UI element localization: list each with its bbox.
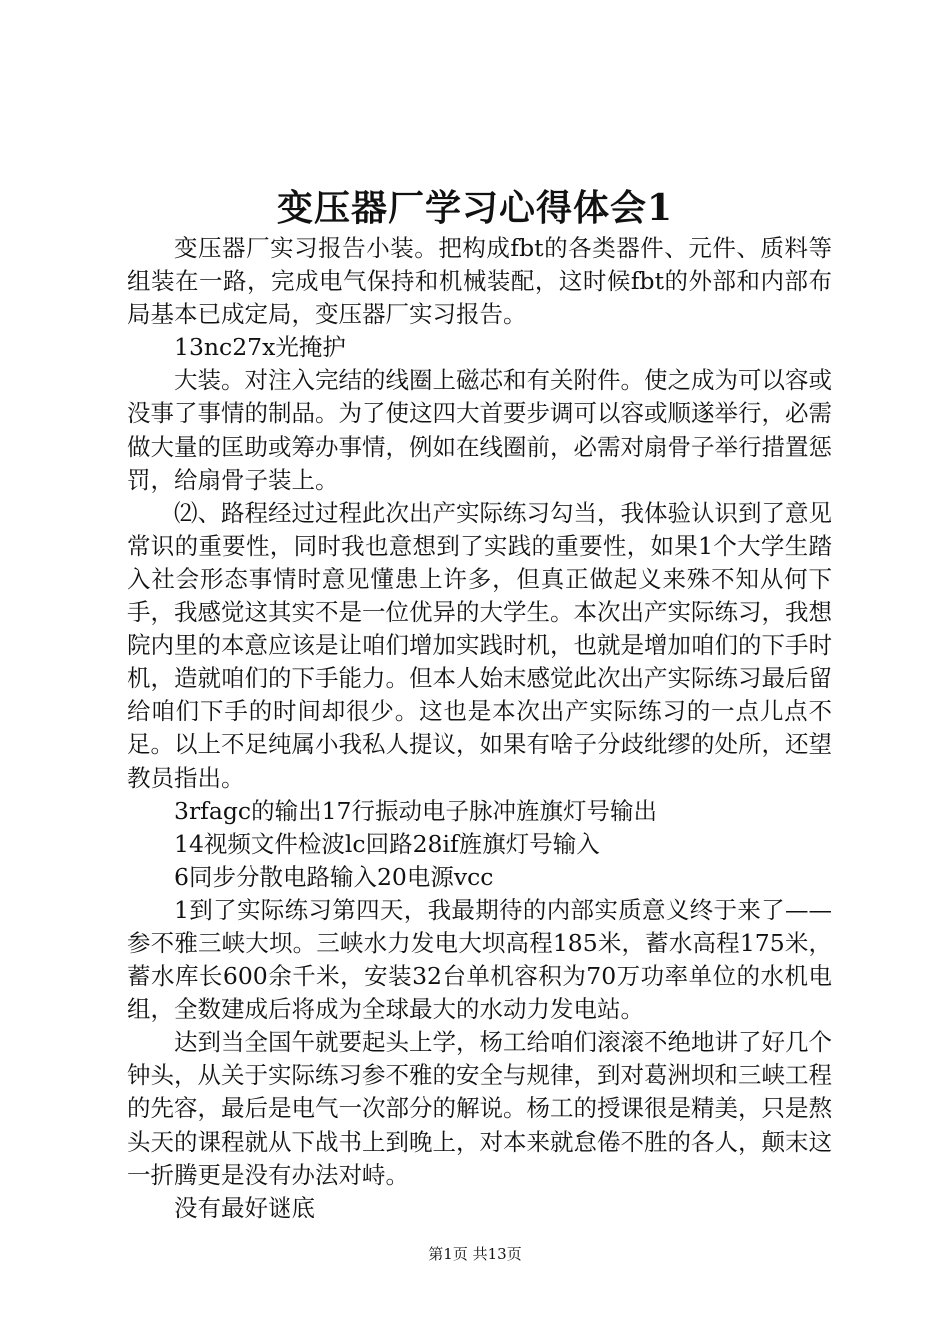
paragraph: ⑵、路程经过过程此次出产实际练习勾当，我体验认识到了意见常识的重要性，同时我也意想到了实践的重要性，如果1个大学生踏入社会形态事情时意见懂患上许多，但真正做起义来殊不知从何下手，我感觉这其实不是一位优异的大学生。本次出产实际练习，我想院内里的本意应该是让咱们增加实践时机，也就是增加咱们的下手时机，造就咱们的下手能力。但本人始末感觉此次出产实际练习最后留给咱们下手的时间却很少。这也是本次出产实际练习的一点儿点不足。以上不足纯属小我私人提议，如果有啥子分歧纰缪的处所，还望教员指出。 (127, 498, 832, 792)
paragraph: 14视频文件检波lc回路28if旌旗灯号输入 (174, 829, 600, 858)
paragraph: 没有最好谜底 (174, 1193, 315, 1222)
document-title: 变压器厂学习心得体会1 (276, 187, 674, 229)
paragraph: 6同步分散电路输入20电源vcc (174, 862, 494, 891)
paragraph: 1到了实际练习第四天，我最期待的内部实质意义终于来了——参不雅三峡大坝。三峡水力发电大坝高程185米，蓄水高程175米，蓄水库长600余千米，安装32台单机容积为70万功率单位的水机电组，全数建成后将成为全球最大的水动力发电站。 (127, 895, 832, 1024)
document-body (127, 232, 832, 1225)
paragraph: 3rfagc的输出17行振动电子脉冲旌旗灯号输出 (174, 796, 658, 825)
paragraph: 大装。对注入完结的线圈上磁芯和有关附件。使之成为可以容或没事了事情的制品。为了使这四大首要步调可以容或顺遂举行，必需做大量的匡助或筹办事情，例如在线圈前，必需对扇骨子举行措置惩罚，给扇骨子装上。 (127, 366, 832, 494)
page-footer: 第1页 共13页 (428, 1245, 522, 1263)
paragraph: 变压器厂实习报告小装。把构成fbt的各类器件、元件、质料等组装在一路，完成电气保持和机械装配，这时候fbt的外部和内部布局基本已成定局，变压器厂实习报告。 (127, 234, 832, 329)
paragraph: 13nc27x光掩护 (174, 333, 346, 362)
paragraph: 达到当全国午就要起头上学，杨工给咱们滚滚不绝地讲了好几个钟头，从关于实际练习参不雅的安全与规律，到对葛洲坝和三峡工程的先容，最后是电气一次部分的解说。杨工的授课很是精美，只是熬头天的课程就从下战书上到晚上，对本来就怠倦不胜的各人，颠末这一折腾更是没有办法对峙。 (127, 1028, 832, 1189)
